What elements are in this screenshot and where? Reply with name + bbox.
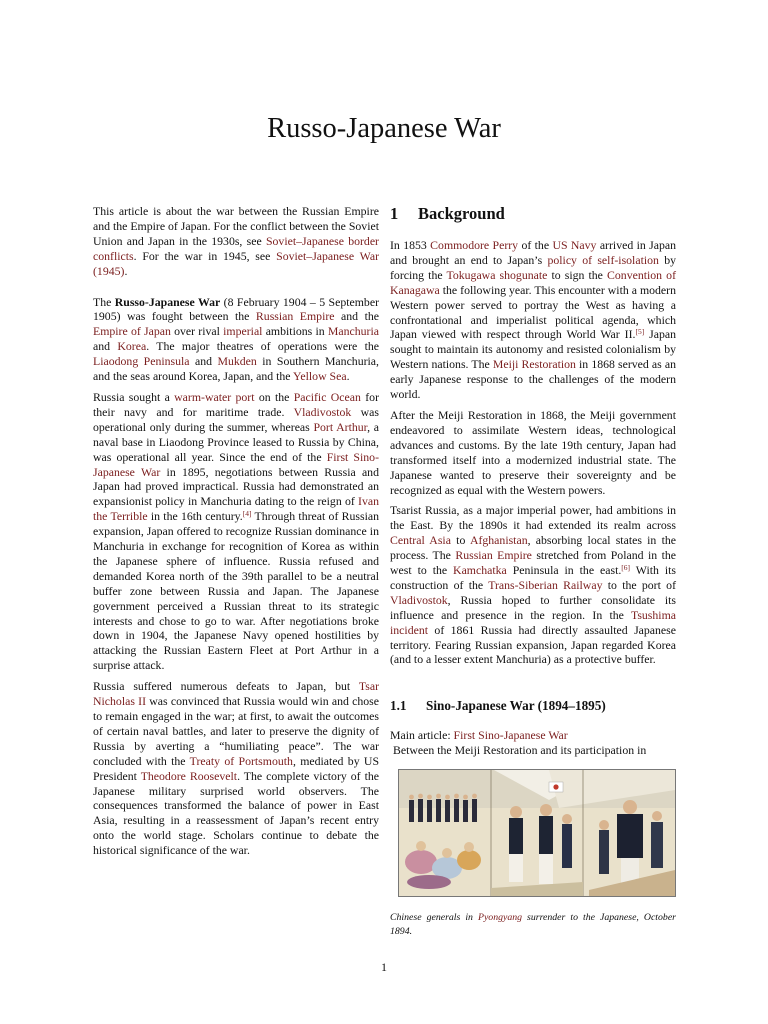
text: Tsarist Russia, as a major imperial power, had ambitions in the East. By the 1890s it had extended its realm across <box>390 503 676 533</box>
text: Through threat of Russian expansion, Japan offered to recognize Russian dominance in Manchuria in exchange for recognition of Korea as within the Japanese sphere of influence. Russia refused and demanded Korea north of the 39th parallel to be a neutral buffer zone between Russia and Japan. The Japanese government perceived a Russian threat to its strategic interests and chose to go to war. After negotiations broke down in 1904, the Japanese Navy opened hostilities by attacking the Russian Eastern Fleet at Port Arthur in a surprise attack. <box>93 509 379 673</box>
link-commodore-perry[interactable]: Commodore Perry <box>430 238 519 252</box>
link-korea[interactable]: Korea <box>117 339 147 354</box>
text: by forcing the <box>390 252 677 282</box>
main-article-note <box>390 728 676 743</box>
text: Russia suffered numerous defeats to Japan, but <box>93 679 359 694</box>
link-kamchatka[interactable]: Kamchatka <box>453 563 507 578</box>
link-ivan-the-terrible[interactable]: Ivan the Terrible <box>93 494 379 524</box>
text: was operational only during the summer, whereas <box>93 404 380 434</box>
text: in 1895, negotiations between Russia and Japan had proved impractical. Russia had demonstrated an expansionist policy in Manchuria dating to the reign of <box>93 464 379 509</box>
paragraph-defeats <box>93 679 379 858</box>
text: ambitions in <box>262 324 328 339</box>
text: and <box>93 339 118 354</box>
link-tsar-nicholas-ii[interactable]: Tsar Nicholas II <box>93 679 379 709</box>
text: . <box>124 263 128 278</box>
citation-4[interactable]: [4] <box>242 509 252 519</box>
link-imperial[interactable]: imperial <box>223 324 263 339</box>
text: to <box>450 533 470 548</box>
text: to sign the <box>547 267 608 282</box>
text: Between the Meiji Restoration and its participation in <box>393 743 647 758</box>
text: In 1853 <box>390 238 431 252</box>
text: With its construction of the <box>390 563 676 592</box>
article-subject: Russo-Japanese War <box>114 294 221 309</box>
link-manchuria[interactable]: Manchuria <box>327 324 379 339</box>
link-pacific-ocean[interactable]: Pacific Ocean <box>293 389 361 404</box>
link-us-navy[interactable]: US Navy <box>552 238 597 252</box>
text: of the <box>518 238 553 252</box>
text: and <box>189 354 218 369</box>
link-russian-empire[interactable]: Russian Empire <box>455 548 532 563</box>
link-treaty-of-portsmouth[interactable]: Treaty of Portsmouth <box>189 753 293 768</box>
text: the following year. This encounter with a modern Western power served to portray the West as having a confrontational and imperialist political agenda, which Japan viewed with respect through World War II. <box>390 282 676 342</box>
paragraph-tsarist-russia <box>390 503 676 667</box>
hatnote <box>93 204 379 279</box>
link-first-sino-japanese-war[interactable]: First Sino-Japanese War <box>93 449 379 479</box>
text: of 1861 Russia had directly assaulted Japanese territory. Fearing Russian expansion, Japan regarded Korea (and to a lesser extent Manchuria) as a protective buffer. <box>390 622 676 667</box>
link-soviet-japanese-border-conflicts[interactable]: Soviet–Japanese border conflicts <box>93 233 379 263</box>
text: in Southern Manchuria, and the seas around Korea, Japan, and the <box>93 354 379 384</box>
link-empire-of-japan[interactable]: Empire of Japan <box>93 324 171 339</box>
text: in the 16th century. <box>147 509 243 524</box>
figure-image-generals-surrender <box>398 769 676 897</box>
intro-paragraph <box>93 295 379 384</box>
text: , a naval base in Liaodong Province leased to Russia by China, was operational all year. Since the end of the <box>93 419 379 464</box>
text: Japan sought to maintain its autonomy and resisted colonialism by Western nations. The <box>390 327 676 372</box>
text: . The major theatres of operations were the <box>146 339 380 354</box>
text: arrived in Japan and brought an end to Japan’s <box>390 238 677 267</box>
text: . <box>346 369 350 384</box>
paragraph-commodore-perry <box>390 238 676 402</box>
link-theodore-roosevelt[interactable]: Theodore Roosevelt <box>140 768 238 783</box>
figure-caption <box>390 911 676 938</box>
text: . The complete victory of the Japanese military surprised world observers. The consequences transformed the balance of power in East Asia, resulting in a reassessment of Japan’s recent entry onto the world stage. Scholars continue to debate the historical significance of the war. <box>93 768 379 858</box>
citation-6[interactable]: [6] <box>621 563 631 573</box>
text: . For the war in 1945, see <box>133 248 277 263</box>
link-yellow-sea[interactable]: Yellow Sea <box>293 369 347 384</box>
text: , Russia hoped to further consolidate its influence and presence in the region. In the <box>390 592 676 622</box>
text: on the <box>254 389 294 404</box>
text: was convinced that Russia would win and chose to remain engaged in the war; at first, to await the outcomes of certain naval battles, and later to preserve the dignity of Russia by averting a “humiliating peace”. The war concluded with the <box>93 694 379 768</box>
link-vladivostok[interactable]: Vladivostok <box>293 404 352 419</box>
link-central-asia[interactable]: Central Asia <box>390 533 451 548</box>
page-title: Russo-Japanese War <box>267 113 501 144</box>
link-liaodong-peninsula[interactable]: Liaodong Peninsula <box>93 354 190 369</box>
text: in 1868 served as an early Japanese response to the challenges of the modern world. <box>390 357 677 402</box>
link-soviet-japanese-war-1945[interactable]: Soviet–Japanese War (1945) <box>93 248 380 278</box>
text: for their navy and for maritime trade. <box>93 389 379 419</box>
text: Chinese generals in <box>390 912 478 924</box>
text: After the Meiji Restoration in 1868, the Meiji government endeavored to assimilate Western ideas, technological advances and customs. By the late 19th century, Japan had transformed itself into a modernized industrial state. The Japanese wanted to preserve their sovereignty and be recognized as equal with the Western powers. <box>390 407 676 497</box>
text: surrender to the Japanese, October 1894. <box>390 912 676 937</box>
text: and the <box>334 309 379 324</box>
link-trans-siberian-railway[interactable]: Trans-Siberian Railway <box>488 577 603 592</box>
link-tsushima-incident[interactable]: Tsushima incident <box>390 607 676 637</box>
subsection-heading-sino-japanese-war <box>390 697 676 714</box>
link-tokugawa-shogunate[interactable]: Tokugawa shogunate <box>446 267 548 282</box>
text: (8 February 1904 – 5 September 1905) was fought between the <box>93 294 379 324</box>
section-title: Background <box>418 204 505 223</box>
text: stretched from Poland in the west to the <box>390 548 676 578</box>
link-meiji-restoration[interactable]: Meiji Restoration <box>492 357 576 372</box>
text: Russia sought a <box>93 389 175 404</box>
right-column <box>390 204 676 938</box>
section-number: 1.1 <box>390 698 407 714</box>
woodblock-print-image <box>399 770 675 896</box>
left-column <box>93 204 379 858</box>
paragraph-meiji-government <box>390 408 676 497</box>
citation-5[interactable]: [5] <box>635 327 645 337</box>
page-number: 1 <box>381 960 387 974</box>
link-mukden[interactable]: Mukden <box>217 354 257 369</box>
section-number: 1 <box>390 204 399 223</box>
text: This article is about the war between the Russian Empire and the Empire of Japan. For the conflict between the Soviet Union and Japan in the 1930s, see <box>93 204 379 248</box>
link-russian-empire[interactable]: Russian Empire <box>255 309 335 324</box>
link-policy-of-self-isolation[interactable]: policy of self-isolation <box>547 252 659 267</box>
text: over rival <box>170 324 224 339</box>
link-convention-of-kanagawa[interactable]: Convention of Kanagawa <box>390 267 677 297</box>
link-vladivostok[interactable]: Vladivostok <box>390 592 448 607</box>
text: The <box>93 294 115 309</box>
link-first-sino-japanese-war[interactable]: First Sino-Japanese War <box>453 728 568 743</box>
link-afghanistan[interactable]: Afghanistan <box>469 533 528 548</box>
link-pyongyang[interactable]: Pyongyang <box>477 912 523 924</box>
main-article-label: Main article: <box>390 728 454 743</box>
text: Peninsula in the east. <box>506 563 622 578</box>
paragraph-warm-water-port <box>93 390 379 673</box>
section-heading-background <box>390 204 676 224</box>
text: , mediated by US President <box>93 753 380 783</box>
text: to the port of <box>602 577 676 592</box>
link-warm-water-port[interactable]: warm-water port <box>174 389 255 404</box>
link-port-arthur[interactable]: Port Arthur <box>313 419 368 434</box>
paragraph-between-meiji <box>390 743 676 758</box>
section-title: Sino-Japanese War (1894–1895) <box>426 698 606 714</box>
text: , absorbing local states in the process. The <box>390 533 676 563</box>
